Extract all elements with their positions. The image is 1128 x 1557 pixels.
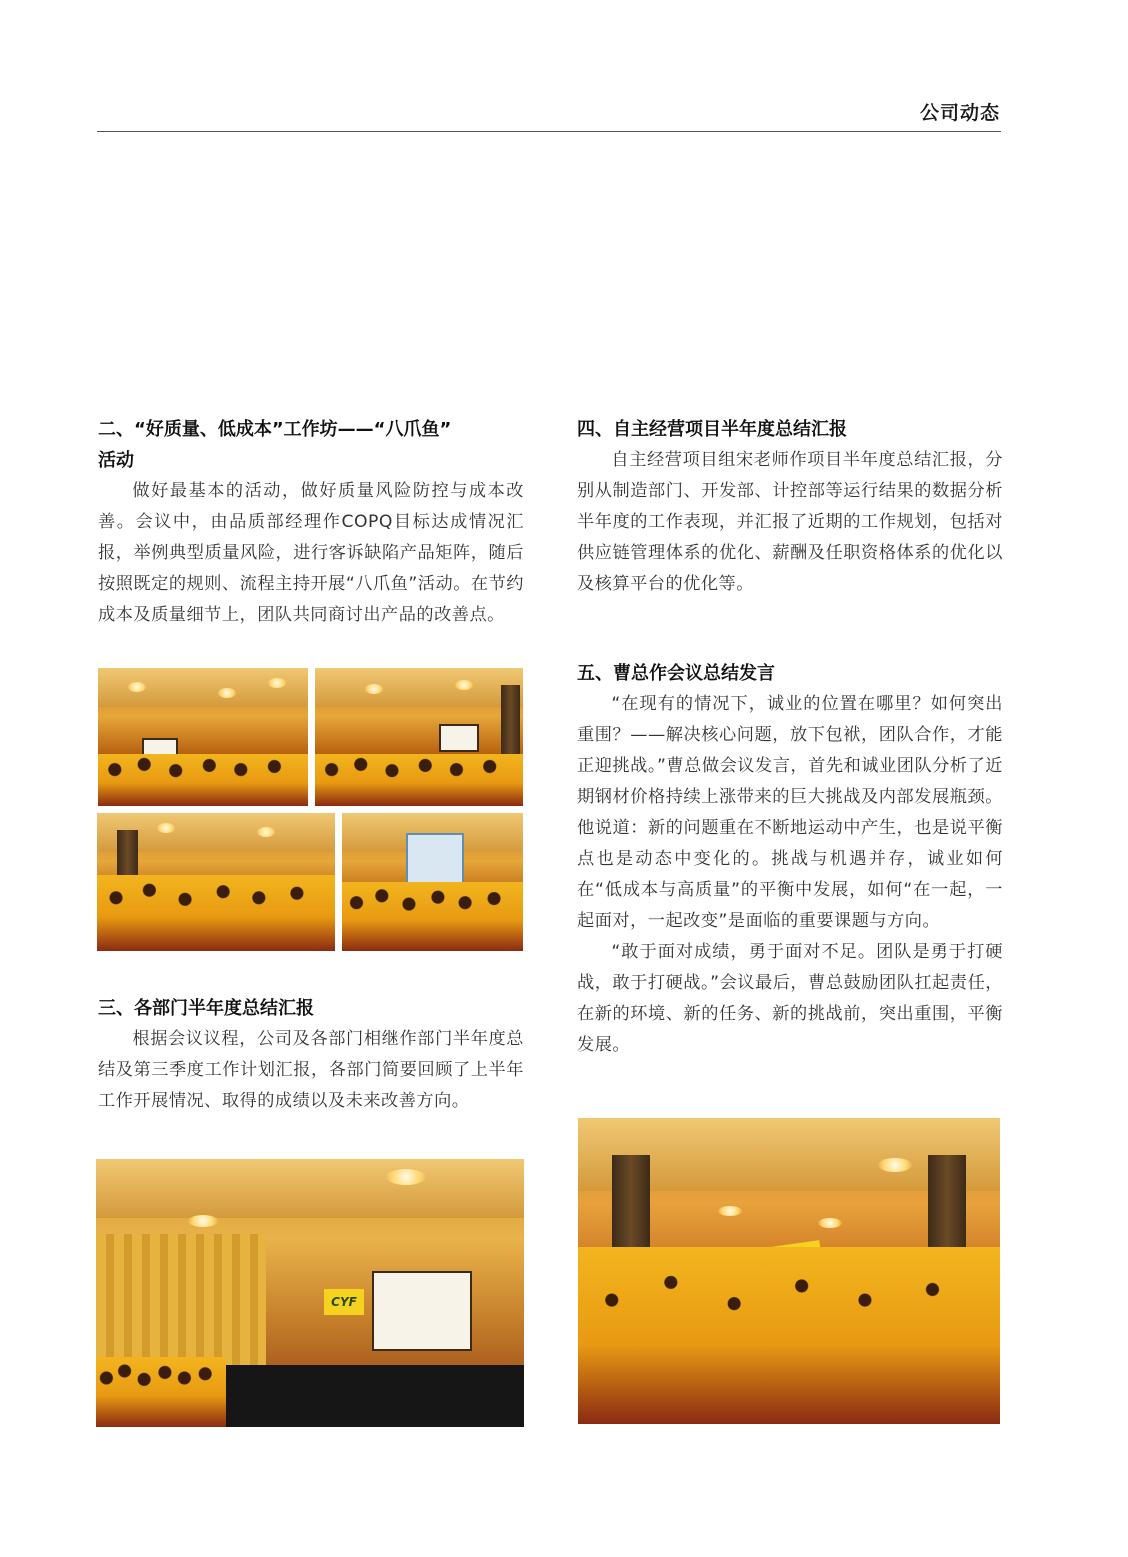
section-3-heading: 三、各部门半年度总结汇报 — [98, 998, 314, 1019]
section-5-para-1: “在现有的情况下，诚业的位置在哪里？如何突出重围？——解决核心问题，放下包袱，团队合作，才能正迎挑战。”曹总做会议发言，首先和诚业团队分析了近期钢材价格持续上涨带来的巨大挑战及内部发展瓶颈。他说道：新的问题重在不断地运动中产生，也是说平衡点也是动态中变化的。挑战与机遇并存，诚业如何在“低成本与高质量”的平衡中发展，如何“在一起，一起面对，一起改变”是面临的重要课题与方向。 — [577, 694, 1003, 931]
right-column-lower — [577, 658, 1003, 1061]
section-2-heading — [98, 414, 524, 476]
workshop-photo-1 — [98, 668, 308, 806]
workshop-photo-4 — [342, 813, 523, 951]
section-4-body: 自主经营项目组宋老师作项目半年度总结汇报，分别从制造部门、开发部、计控部等运行结果的数据分析半年度的工作表现，并汇报了近期的工作规划，包括对供应链管理体系的优化、薪酬及任职资格体系的优化以及核算平台的优化等。 — [577, 450, 1003, 594]
group-photo — [578, 1118, 1000, 1424]
section-5-para-2: “敢于面对成绩，勇于面对不足。团队是勇于打硬战，敢于打硬战。”会议最后，曹总鼓励团队扛起责任，在新的环境、新的任务、新的挑战前，突出重围，平衡发展。 — [577, 942, 1003, 1055]
left-column-lower — [98, 993, 524, 1117]
section-5-heading: 五、曹总作会议总结发言 — [577, 663, 775, 684]
section-3-body: 根据会议议程，公司及各部门相继作部门半年度总结及第三季度工作计划汇报，各部门简要回顾了上半年工作开展情况、取得的成绩以及未来改善方向。 — [98, 1029, 524, 1111]
right-column — [577, 414, 1003, 600]
left-column — [98, 414, 524, 631]
department-report-photo — [96, 1159, 524, 1427]
page-section-title: 公司动态 — [919, 102, 1000, 124]
section-4-heading: 四、自主经营项目半年度总结汇报 — [577, 419, 847, 440]
section-2-heading-line1: 二、“好质量、低成本”工作坊——“八爪鱼” — [98, 419, 452, 440]
section-2-body: 做好最基本的活动，做好质量风险防控与成本改善。会议中，由品质部经理作COPQ目标达成情况汇报，举例典型质量风险，进行客诉缺陷产品矩阵，随后按照既定的规则、流程主持开展“八爪鱼”活动。在节约成本及质量细节上，团队共同商讨出产品的改善点。 — [98, 481, 524, 625]
workshop-photo-2 — [315, 668, 523, 806]
section-2-heading-line2: 活动 — [98, 450, 134, 471]
workshop-photo-3 — [97, 813, 335, 951]
cyf-logo-banner: CYF — [324, 1289, 364, 1315]
header-divider — [97, 131, 1001, 132]
